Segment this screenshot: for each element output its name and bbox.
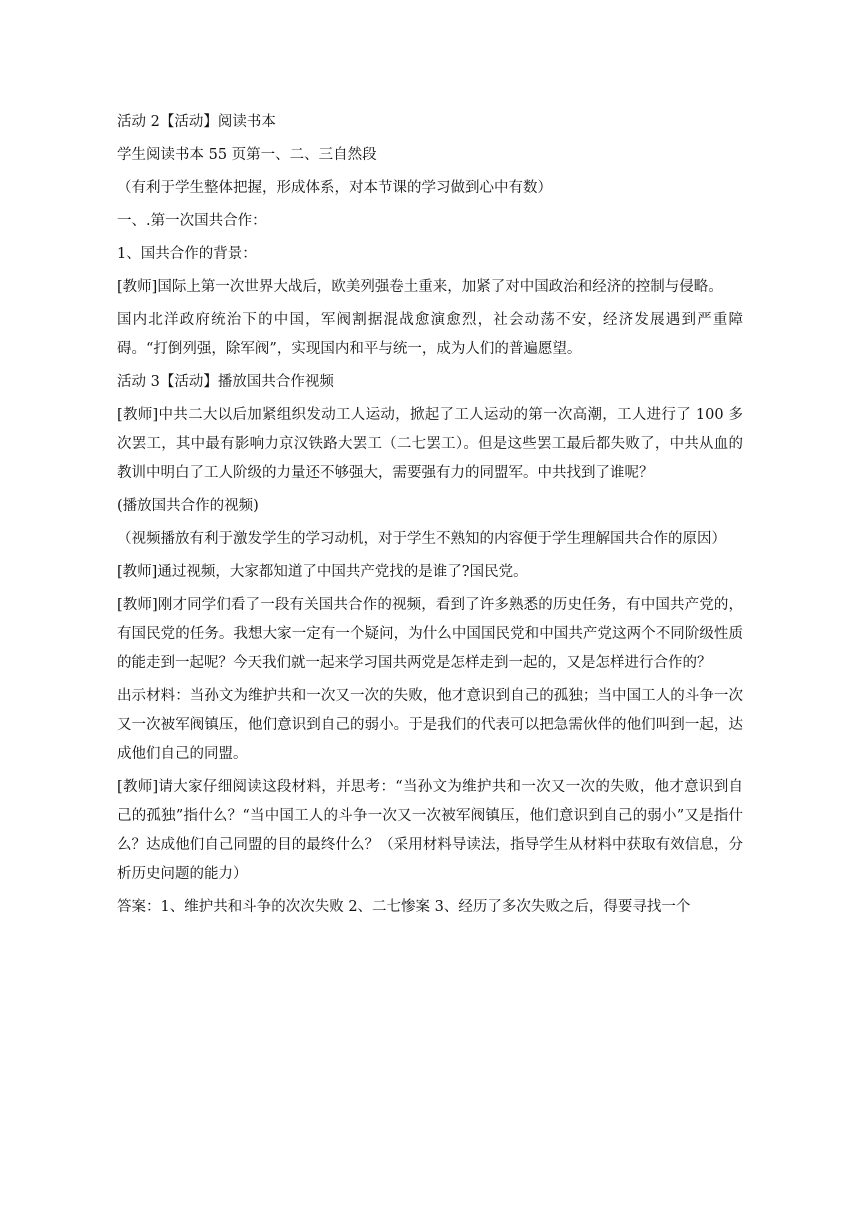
design-note: （视频播放有利于激发学生的学习动机，对于学生不熟知的内容便于学生理解国共合作的原因） (117, 531, 726, 547)
design-note: （有利于学生整体把握，形成体系，对本节课的学习做到心中有数） (117, 180, 552, 196)
subsection-heading: 1、国共合作的背景： (117, 246, 257, 262)
material-paragraph: 出示材料：当孙文为维护共和一次又一次的失败，他才意识到自己的孤独；当中国工人的斗争一次又一次被军阀镇压，他们意识到自己的弱小。于是我们的代表可以把急需伙伴的他们叫到一起，达成他们自己的同盟。 (117, 688, 743, 762)
teacher-paragraph: [教师]中共二大以后加紧组织发动工人运动，掀起了工人运动的第一次高潮，工人进行了 100 多次罢工，其中最有影响力京汉铁路大罢工（二七罢工）。但是这些罢工最后都失败了，中共从血的教训中明白了工人阶级的力量还不够强大，需要强有力的同盟军。中共找到了谁呢？ (117, 407, 743, 481)
reading-instruction: 学生阅读书本 55 页第一、二、三自然段 (117, 147, 377, 163)
teacher-paragraph: [教师]刚才同学们看了一段有关国共合作的视频，看到了许多熟悉的历史任务，有中国共产党的，有国民党的任务。我想大家一定有一个疑问，为什么中国国民党和中国共产党这两个不同阶级性质的能走到一起呢？今天我们就一起来学习国共两党是怎样走到一起的，又是怎样进行合作的？ (117, 597, 743, 671)
section-heading: 一、.第一次国共合作： (117, 213, 267, 229)
teacher-paragraph: [教师]通过视频，大家都知道了中国共产党找的是谁了?国民党。 (117, 564, 528, 580)
teacher-paragraph: [教师]请大家仔细阅读这段材料，并思考：“当孙文为维护共和一次又一次的失败，他才意识到自己的孤独”指什么？“当中国工人的斗争一次又一次被军阀镇压，他们意识到自己的弱小”又是指什么？达成他们自己同盟的目的最终什么？（采用材料导读法，指导学生从材料中获取有效信息，分析历史问题的能力） (117, 779, 743, 882)
document-page (117, 108, 743, 926)
teacher-paragraph: [教师]国际上第一次世界大战后，欧美列强卷土重来，加紧了对中国政治和经济的控制与侵略。 (117, 279, 723, 295)
body-paragraph: 国内北洋政府统治下的中国，军阀割据混战愈演愈烈，社会动荡不安，经济发展遇到严重障碍。“打倒列强，除军阀”，实现国内和平与统一，成为人们的普遍愿望。 (117, 312, 743, 357)
activity-2-heading: 活动 2【活动】阅读书本 (117, 114, 276, 130)
video-note: (播放国共合作的视频) (117, 498, 259, 514)
answer-paragraph: 答案：1、维护共和斗争的次次失败 2、二七惨案 3、经历了多次失败之后，得要寻找一个 (117, 899, 691, 915)
activity-3-heading: 活动 3【活动】播放国共合作视频 (117, 374, 334, 390)
